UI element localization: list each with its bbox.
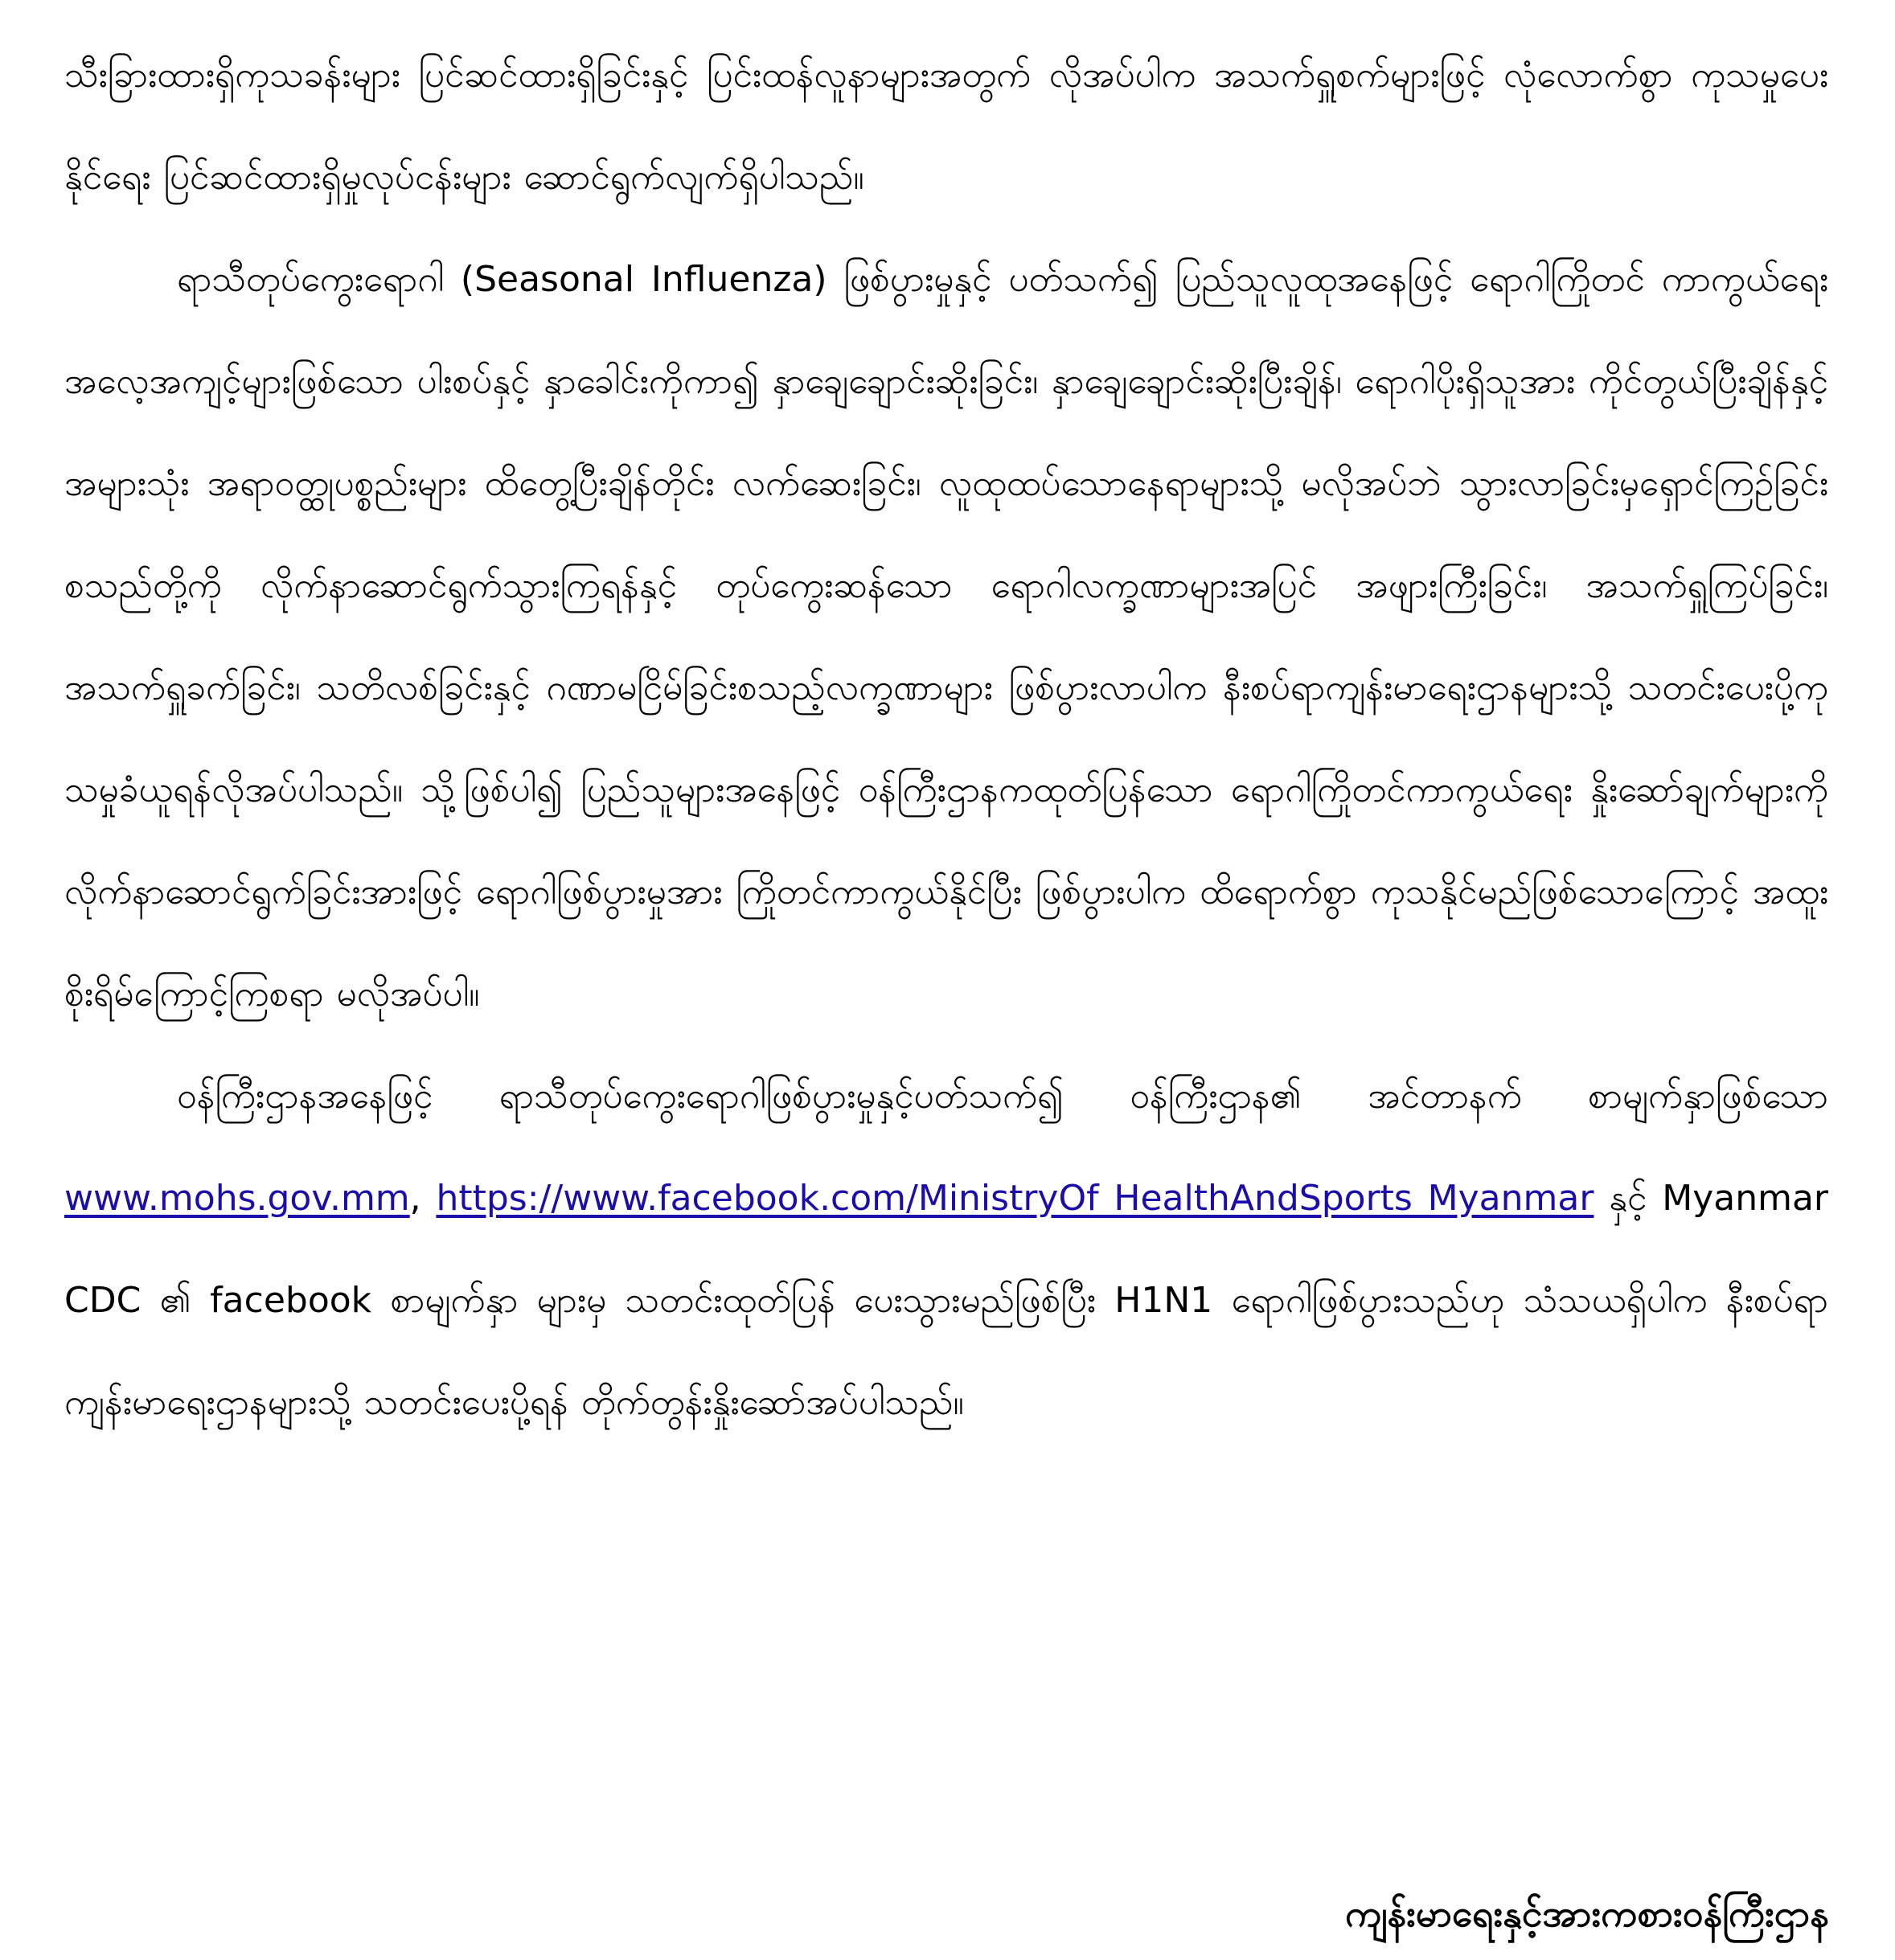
paragraph-3-closing: နှင့် Myanmar CDC ၏ facebook စာမျက်နှာ များမှ သတင်းထုတ်ပြန် ပေးသွားမည်ဖြစ်ပြီး H1N1 ရောဂါဖြစ်ပွားသည်ဟု သံသယရှိပါက နီးစပ်ရာ ကျန်းမာရေးဌာနများသို့ သတင်းပေးပို့ရန် တိုက်တွန်းနှိုးဆော်အပ်ပါသည်။ <box>64 1178 1829 1423</box>
facebook-page-link[interactable]: https://www.facebook.com/MinistryOf HealthAndSports Myanmar <box>436 1178 1594 1219</box>
paragraph-3 <box>64 1045 1828 1454</box>
document-body <box>64 24 1828 1454</box>
paragraph-3-intro: ဝန်ကြီးဌာနအနေဖြင့် ရာသီတုပ်ကွေးရောဂါဖြစ်ပွားမှုနှင့်ပတ်သက်၍ ဝန်ကြီးဌာန၏ အင်တာနက် စာမျက်နှာဖြစ်သော <box>177 1076 1828 1117</box>
mohs-website-link[interactable]: www.mohs.gov.mm <box>64 1178 410 1219</box>
ministry-signature: ကျန်းမာရေးနှင့်အားကစားဝန်ကြီးဌာန <box>1345 1892 1829 1935</box>
paragraph-2: ရာသီတုပ်ကွေးရောဂါ (Seasonal Influenza) ဖြစ်ပွားမှုနှင့် ပတ်သက်၍ ပြည်သူလူထုအနေဖြင့် ရောဂါကြိုတင် ကာကွယ်ရေးအလေ့အကျင့်များဖြစ်သော ပါးစပ်နှင့် နှာခေါင်းကိုကာ၍ နှာချေချောင်းဆိုးခြင်း၊ နှာချေချောင်းဆိုးပြီးချိန်၊ ရောဂါပိုးရှိသူအား ကိုင်တွယ်ပြီးချိန်နှင့် အများသုံး အရာဝတ္ထုပစ္စည်းများ ထိတွေ့ပြီးချိန်တိုင်း လက်ဆေးခြင်း၊ လူထုထပ်သောနေရာများသို့ မလိုအပ်ဘဲ သွားလာခြင်းမှရှောင်ကြဉ်ခြင်း စသည်တို့ကို လိုက်နာဆောင်ရွက်သွားကြရန်နှင့် တုပ်ကွေးဆန်သော ရောဂါလက္ခဏာများအပြင် အဖျားကြီးခြင်း၊ အသက်ရှူကြပ်ခြင်း၊ အသက်ရှူခက်ခြင်း၊ သတိလစ်ခြင်းနှင့် ဂဏာမငြိမ်ခြင်းစသည့်လက္ခဏာများ ဖြစ်ပွားလာပါက နီးစပ်ရာကျန်းမာရေးဌာနများသို့ သတင်းပေးပို့ကုသမှုခံယူရန်လိုအပ်ပါသည်။ သို့ဖြစ်ပါ၍ ပြည်သူများအနေဖြင့် ဝန်ကြီးဌာနကထုတ်ပြန်သော ရောဂါကြိုတင်ကာကွယ်ရေး နှိုးဆော်ချက်များကို လိုက်နာဆောင်ရွက်ခြင်းအားဖြင့် ရောဂါဖြစ်ပွားမှုအား ကြိုတင်ကာကွယ်နိုင်ပြီး ဖြစ်ပွားပါက ထိရောက်စွာ ကုသနိုင်မည်ဖြစ်သောကြောင့် အထူးစိုးရိမ်ကြောင့်ကြစရာ မလိုအပ်ပါ။ <box>64 259 1828 1015</box>
paragraph-1: သီးခြားထားရှိကုသခန်းများ ပြင်ဆင်ထားရှိခြင်းနှင့် ပြင်းထန်လူနာများအတွက် လိုအပ်ပါက အသက်ရှူစက်များဖြင့် လုံလောက်စွာ ကုသမှုပေးနိုင်ရေး ပြင်ဆင်ထားရှိမှုလုပ်ငန်းများ ဆောင်ရွက်လျက်ရှိပါသည်။ <box>64 55 1828 198</box>
link-separator: , <box>409 1178 437 1219</box>
